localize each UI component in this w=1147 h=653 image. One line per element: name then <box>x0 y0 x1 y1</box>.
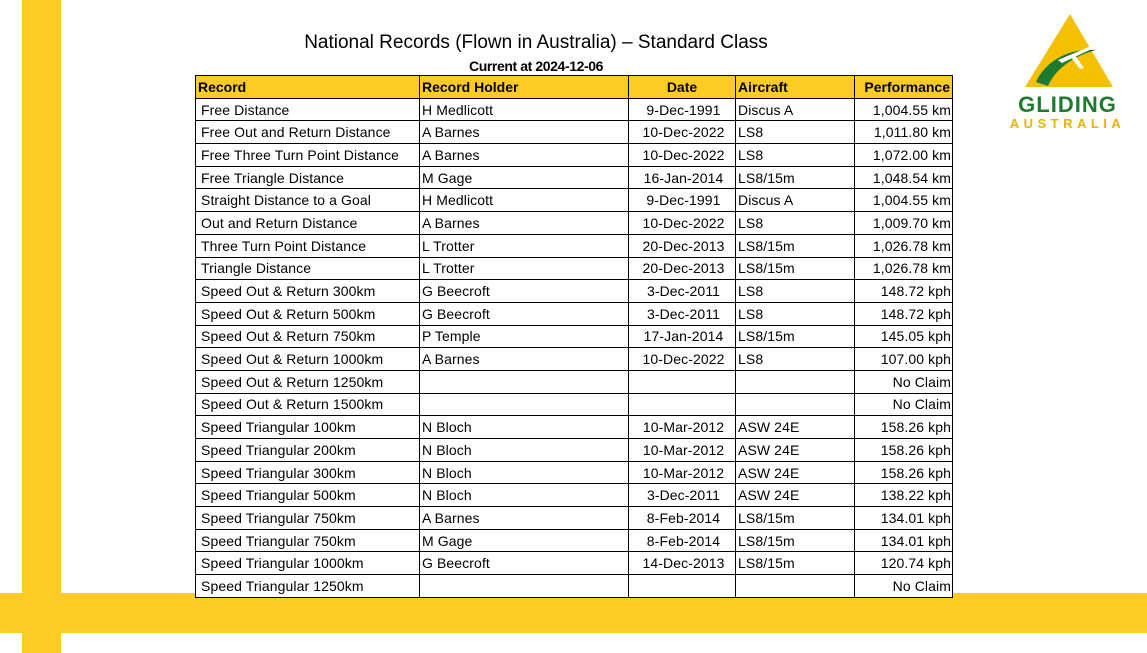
cell-performance: 134.01 kph <box>855 507 953 530</box>
cell-date: 14-Dec-2013 <box>629 552 736 575</box>
records-body <box>196 98 953 597</box>
table-row <box>196 302 953 325</box>
cell-aircraft <box>736 370 855 393</box>
table-row <box>196 166 953 189</box>
cell-record-holder: G Beecroft <box>420 302 629 325</box>
cell-date: 10-Mar-2012 <box>629 416 736 439</box>
cell-aircraft: LS8/15m <box>736 325 855 348</box>
table-header-row <box>196 76 953 99</box>
table-row <box>196 98 953 121</box>
table-row <box>196 461 953 484</box>
cell-record-holder: N Bloch <box>420 461 629 484</box>
cell-aircraft: LS8 <box>736 348 855 371</box>
cell-date: 20-Dec-2013 <box>629 234 736 257</box>
cell-aircraft: LS8/15m <box>736 166 855 189</box>
cell-date <box>629 393 736 416</box>
cell-performance: 134.01 kph <box>855 529 953 552</box>
cell-performance: 158.26 kph <box>855 439 953 462</box>
cell-aircraft <box>736 575 855 598</box>
cell-record-holder: N Bloch <box>420 416 629 439</box>
cell-performance: 120.74 kph <box>855 552 953 575</box>
cell-record: Speed Triangular 200km <box>196 439 420 462</box>
cell-record-holder: A Barnes <box>420 507 629 530</box>
cell-aircraft: ASW 24E <box>736 461 855 484</box>
logo-text-gliding: GLIDING <box>1018 92 1117 117</box>
cell-aircraft: Discus A <box>736 189 855 212</box>
cell-performance: 158.26 kph <box>855 461 953 484</box>
table-row <box>196 575 953 598</box>
cell-date: 17-Jan-2014 <box>629 325 736 348</box>
cell-record-holder: L Trotter <box>420 234 629 257</box>
cell-record: Free Out and Return Distance <box>196 121 420 144</box>
table-row <box>196 552 953 575</box>
header-date: Date <box>629 76 736 99</box>
header-aircraft: Aircraft <box>736 76 855 99</box>
cell-performance: 1,072.00 km <box>855 144 953 167</box>
cell-record: Free Three Turn Point Distance <box>196 144 420 167</box>
cell-record-holder: A Barnes <box>420 212 629 235</box>
cell-aircraft: ASW 24E <box>736 484 855 507</box>
cell-aircraft <box>736 393 855 416</box>
cell-record: Speed Triangular 500km <box>196 484 420 507</box>
cell-date: 10-Mar-2012 <box>629 439 736 462</box>
cell-record-holder <box>420 575 629 598</box>
cell-aircraft: Discus A <box>736 98 855 121</box>
cell-record: Speed Triangular 750km <box>196 507 420 530</box>
cell-record: Speed Triangular 1000km <box>196 552 420 575</box>
cell-performance: 1,004.55 km <box>855 189 953 212</box>
records-table <box>195 75 953 598</box>
table-row <box>196 529 953 552</box>
table-row <box>196 484 953 507</box>
cell-record: Speed Out & Return 1250km <box>196 370 420 393</box>
cell-aircraft: LS8 <box>736 280 855 303</box>
cell-date: 9-Dec-1991 <box>629 98 736 121</box>
cell-date: 20-Dec-2013 <box>629 257 736 280</box>
cell-performance: No Claim <box>855 370 953 393</box>
cell-date: 9-Dec-1991 <box>629 189 736 212</box>
cell-record: Speed Triangular 100km <box>196 416 420 439</box>
cell-record-holder: A Barnes <box>420 121 629 144</box>
cell-record: Free Distance <box>196 98 420 121</box>
cell-performance: 1,004.55 km <box>855 98 953 121</box>
cell-aircraft: LS8 <box>736 144 855 167</box>
cell-performance: No Claim <box>855 575 953 598</box>
cell-aircraft: LS8/15m <box>736 234 855 257</box>
cell-performance: 1,026.78 km <box>855 234 953 257</box>
cell-date: 10-Dec-2022 <box>629 144 736 167</box>
table-row <box>196 234 953 257</box>
cell-aircraft: LS8/15m <box>736 552 855 575</box>
cell-date: 10-Mar-2012 <box>629 461 736 484</box>
cell-aircraft: ASW 24E <box>736 416 855 439</box>
cell-performance: No Claim <box>855 393 953 416</box>
cell-date <box>629 370 736 393</box>
cell-aircraft: LS8 <box>736 121 855 144</box>
header-record: Record <box>196 76 420 99</box>
cell-record: Speed Triangular 1250km <box>196 575 420 598</box>
cell-date: 8-Feb-2014 <box>629 507 736 530</box>
cell-record: Speed Triangular 750km <box>196 529 420 552</box>
cell-record: Speed Out & Return 750km <box>196 325 420 348</box>
cell-date: 3-Dec-2011 <box>629 280 736 303</box>
cell-record: Out and Return Distance <box>196 212 420 235</box>
cell-performance: 1,026.78 km <box>855 257 953 280</box>
cell-aircraft: LS8/15m <box>736 257 855 280</box>
cell-performance: 1,009.70 km <box>855 212 953 235</box>
table-row <box>196 325 953 348</box>
logo-text-australia: AUSTRALIA <box>1009 116 1126 131</box>
cell-record-holder: A Barnes <box>420 144 629 167</box>
cell-performance: 1,011.80 km <box>855 121 953 144</box>
cell-record-holder: N Bloch <box>420 484 629 507</box>
cell-aircraft: LS8/15m <box>736 529 855 552</box>
cell-aircraft: LS8 <box>736 212 855 235</box>
cell-performance: 148.72 kph <box>855 280 953 303</box>
table-row <box>196 348 953 371</box>
cell-performance: 148.72 kph <box>855 302 953 325</box>
left-accent-band <box>22 0 61 653</box>
cell-record-holder <box>420 370 629 393</box>
cell-record-holder: M Gage <box>420 529 629 552</box>
cell-record-holder: A Barnes <box>420 348 629 371</box>
cell-performance: 107.00 kph <box>855 348 953 371</box>
cell-record: Straight Distance to a Goal <box>196 189 420 212</box>
cell-record: Triangle Distance <box>196 257 420 280</box>
cell-date: 16-Jan-2014 <box>629 166 736 189</box>
table-row <box>196 439 953 462</box>
cell-record-holder: N Bloch <box>420 439 629 462</box>
table-row <box>196 212 953 235</box>
table-row <box>196 393 953 416</box>
cell-date: 10-Dec-2022 <box>629 121 736 144</box>
table-row <box>196 507 953 530</box>
table-row <box>196 280 953 303</box>
cell-aircraft: LS8/15m <box>736 507 855 530</box>
cell-record: Speed Out & Return 1000km <box>196 348 420 371</box>
cell-record: Speed Triangular 300km <box>196 461 420 484</box>
cell-performance: 145.05 kph <box>855 325 953 348</box>
page-title: National Records (Flown in Australia) – Standard Class <box>304 32 768 53</box>
cell-date: 3-Dec-2011 <box>629 484 736 507</box>
cell-record-holder: H Medlicott <box>420 189 629 212</box>
cell-date: 8-Feb-2014 <box>629 529 736 552</box>
cell-record: Three Turn Point Distance <box>196 234 420 257</box>
cell-record-holder: L Trotter <box>420 257 629 280</box>
cell-record: Speed Out & Return 500km <box>196 302 420 325</box>
cell-record-holder: P Temple <box>420 325 629 348</box>
table-row <box>196 370 953 393</box>
cell-date <box>629 575 736 598</box>
cell-date: 3-Dec-2011 <box>629 302 736 325</box>
header-record-holder: Record Holder <box>420 76 629 99</box>
table-row <box>196 144 953 167</box>
table-row <box>196 257 953 280</box>
cell-record-holder: H Medlicott <box>420 98 629 121</box>
logo-triangle-shape <box>1025 14 1113 87</box>
bottom-accent-band <box>0 593 1147 633</box>
cell-record-holder: G Beecroft <box>420 280 629 303</box>
cell-date: 10-Dec-2022 <box>629 348 736 371</box>
cell-performance: 158.26 kph <box>855 416 953 439</box>
cell-record-holder: M Gage <box>420 166 629 189</box>
cell-record: Speed Out & Return 300km <box>196 280 420 303</box>
cell-aircraft: LS8 <box>736 302 855 325</box>
table-row <box>196 121 953 144</box>
page-subtitle: Current at 2024-12-06 <box>469 58 603 74</box>
cell-aircraft: ASW 24E <box>736 439 855 462</box>
cell-performance: 138.22 kph <box>855 484 953 507</box>
cell-date: 10-Dec-2022 <box>629 212 736 235</box>
table-row <box>196 189 953 212</box>
table-row <box>196 416 953 439</box>
cell-record-holder <box>420 393 629 416</box>
cell-record: Speed Out & Return 1500km <box>196 393 420 416</box>
cell-record: Free Triangle Distance <box>196 166 420 189</box>
header-performance: Performance <box>855 76 953 99</box>
cell-performance: 1,048.54 km <box>855 166 953 189</box>
cell-record-holder: G Beecroft <box>420 552 629 575</box>
